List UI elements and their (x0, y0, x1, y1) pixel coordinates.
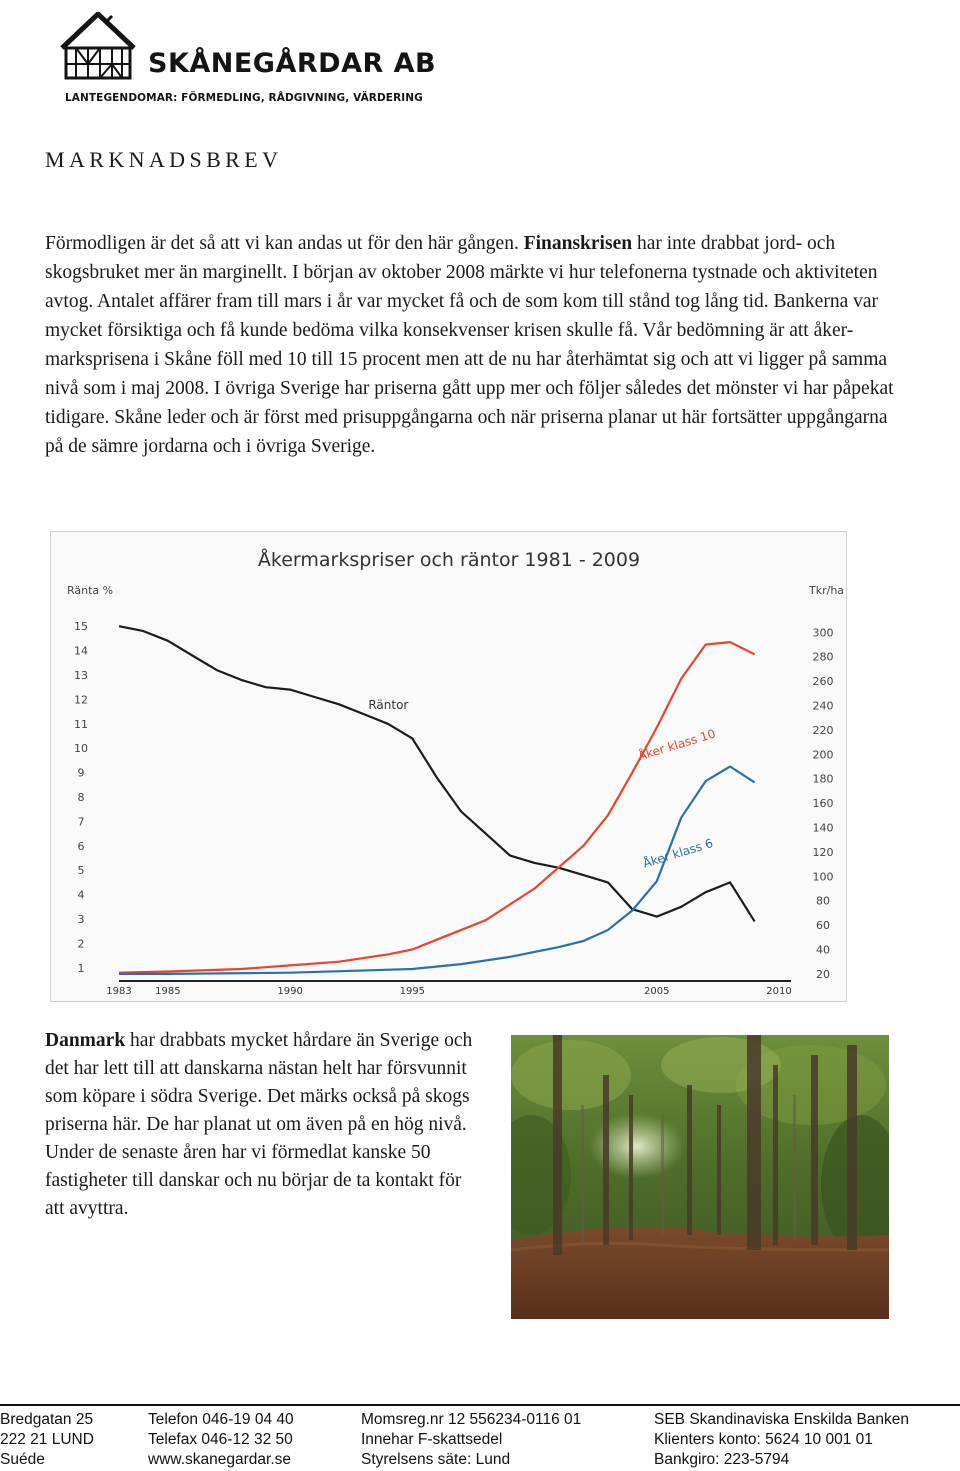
footer-registration (361, 1410, 581, 1470)
chart-title: Åkermarkspriser och räntor 1981 - 2009 (257, 549, 641, 571)
right-tick-label: 240 (812, 699, 834, 713)
footer-account: Klienters konto: 5624 10 001 01 (654, 1431, 873, 1448)
right-tick-label: 100 (812, 870, 834, 884)
left-tick-label: 3 (77, 913, 85, 926)
left-tick-label: 7 (77, 815, 85, 829)
price-rate-chart (50, 531, 847, 1002)
left-tick-label: 2 (77, 937, 85, 951)
right-tick-label: 220 (812, 723, 834, 737)
right-tick-label: 60 (816, 919, 830, 933)
right-tick-label: 260 (812, 675, 834, 689)
footer-address (0, 1410, 94, 1470)
footer-website-link[interactable]: www.skanegardar.se (148, 1451, 292, 1468)
intro-paragraph (45, 229, 895, 461)
right-tick-label: 120 (812, 845, 834, 859)
forest-image (511, 1035, 889, 1319)
forest-photo (511, 1035, 889, 1319)
denmark-run-0: Danmark (45, 1030, 126, 1051)
footer-tax: Innehar F-skattsedel (361, 1431, 503, 1448)
left-tick-label: 11 (74, 717, 88, 731)
series-line-1 (119, 642, 755, 973)
series-label-0: Räntor (368, 698, 409, 713)
left-tick-label: 8 (77, 791, 85, 804)
x-tick-label: 1983 (106, 986, 132, 997)
right-tick-label: 20 (816, 967, 830, 981)
company-name: SKÅNEGÅRDAR AB (148, 48, 437, 79)
footer (0, 1410, 960, 1471)
denmark-run-1: har drabbats mycket hårdare än Sverige och det har lett till att danskarna nästan helt har försvunnit som köpare i södra Sverige. Det märks också på skogs priserna här. De har planat ut om även på en hög nivå. Under de senaste åren har vi förmedlat kanske 50 fastigheter till danskar och nu börjar de ta kontakt för att avyttra. (45, 1030, 473, 1219)
x-tick-label: 1985 (155, 986, 181, 997)
left-tick-label: 6 (77, 839, 85, 853)
footer-postal: 222 21 LUND (0, 1431, 94, 1448)
chart-canvas (51, 532, 848, 1003)
x-tick-label: 1995 (399, 986, 426, 997)
x-tick-label: 1990 (277, 986, 303, 997)
series-line-2 (119, 767, 755, 974)
left-tick-label: 13 (74, 669, 88, 682)
footer-street: Bredgatan 25 (0, 1411, 94, 1428)
series-label-2: Åker klass 6 (641, 836, 715, 871)
left-tick-label: 9 (77, 766, 85, 780)
footer-divider (0, 1404, 960, 1406)
right-axis-label: Tkr/ha (809, 584, 845, 597)
footer-bankgiro: Bankgiro: 223-5794 (654, 1451, 790, 1468)
page-heading: MARKNADSBREV (45, 147, 283, 172)
x-tick-label: 2005 (644, 986, 670, 997)
footer-phone: Telefon 046-19 04 40 (148, 1411, 294, 1428)
intro-run-2: har inte drabbat jord- och skogsbruket mer än marginellt. I början av oktober 2008 märkte vi hur telefonerna tystnade och aktiviteten avtog. Antalet affärer fram till mars i år var mycket få och de som kom till stånd tog lång tid. Bankerna var mycket försiktiga och få kunde bedöma vilka konsekvenser krisen skulle få. Vår bedömning är att åker-marksprisena i Skåne föll med 10 till 15 procent men att de nu har återhämtat sig och att vi ligger på samma nivå som i maj 2008. I övriga Sverige har priserna gått upp mer och följer således det mönster vi har påpekat tidigare. Skåne leder och är först med prisuppgångarna och när priserna planar ut här fortsätter uppgångarna på de sämre jordarna och i övriga Sverige. (45, 233, 894, 457)
company-tagline: LANTEGENDOMAR: FÖRMEDLING, RÅDGIVNING, VÄRDERING (65, 92, 423, 104)
footer-country: Suéde (0, 1451, 45, 1468)
right-tick-label: 280 (812, 650, 834, 664)
footer-contact (148, 1410, 294, 1470)
left-tick-label: 5 (77, 864, 85, 878)
intro-run-0: Förmodligen är det så att vi kan andas ut för den här gången. (45, 233, 524, 254)
left-tick-label: 1 (77, 961, 85, 975)
footer-bank (654, 1410, 909, 1470)
footer-seat: Styrelsens säte: Lund (361, 1451, 511, 1468)
series-label-1: Åker klass 10 (636, 726, 718, 764)
barn-icon (58, 12, 154, 82)
left-tick-label: 12 (74, 693, 88, 707)
left-tick-label: 14 (74, 644, 88, 658)
company-logo (58, 12, 458, 102)
intro-run-1: Finanskrisen (523, 233, 633, 254)
x-tick-label: 2010 (766, 986, 792, 997)
right-tick-label: 80 (816, 894, 830, 908)
right-tick-label: 160 (812, 797, 834, 811)
footer-bank-name: SEB Skandinaviska Enskilda Banken (654, 1411, 910, 1428)
left-tick-label: 10 (74, 742, 88, 756)
left-tick-label: 15 (74, 620, 88, 634)
footer-fax: Telefax 046-12 32 50 (148, 1431, 293, 1448)
left-axis-label: Ränta % (67, 584, 114, 597)
left-tick-label: 4 (77, 888, 85, 902)
right-tick-label: 140 (812, 821, 834, 835)
footer-vat: Momsreg.nr 12 556234-0116 01 (361, 1411, 582, 1428)
right-tick-label: 200 (812, 748, 834, 762)
denmark-paragraph (45, 1027, 485, 1223)
right-tick-label: 40 (816, 943, 830, 957)
right-tick-label: 180 (812, 772, 834, 786)
right-tick-label: 300 (812, 626, 834, 640)
